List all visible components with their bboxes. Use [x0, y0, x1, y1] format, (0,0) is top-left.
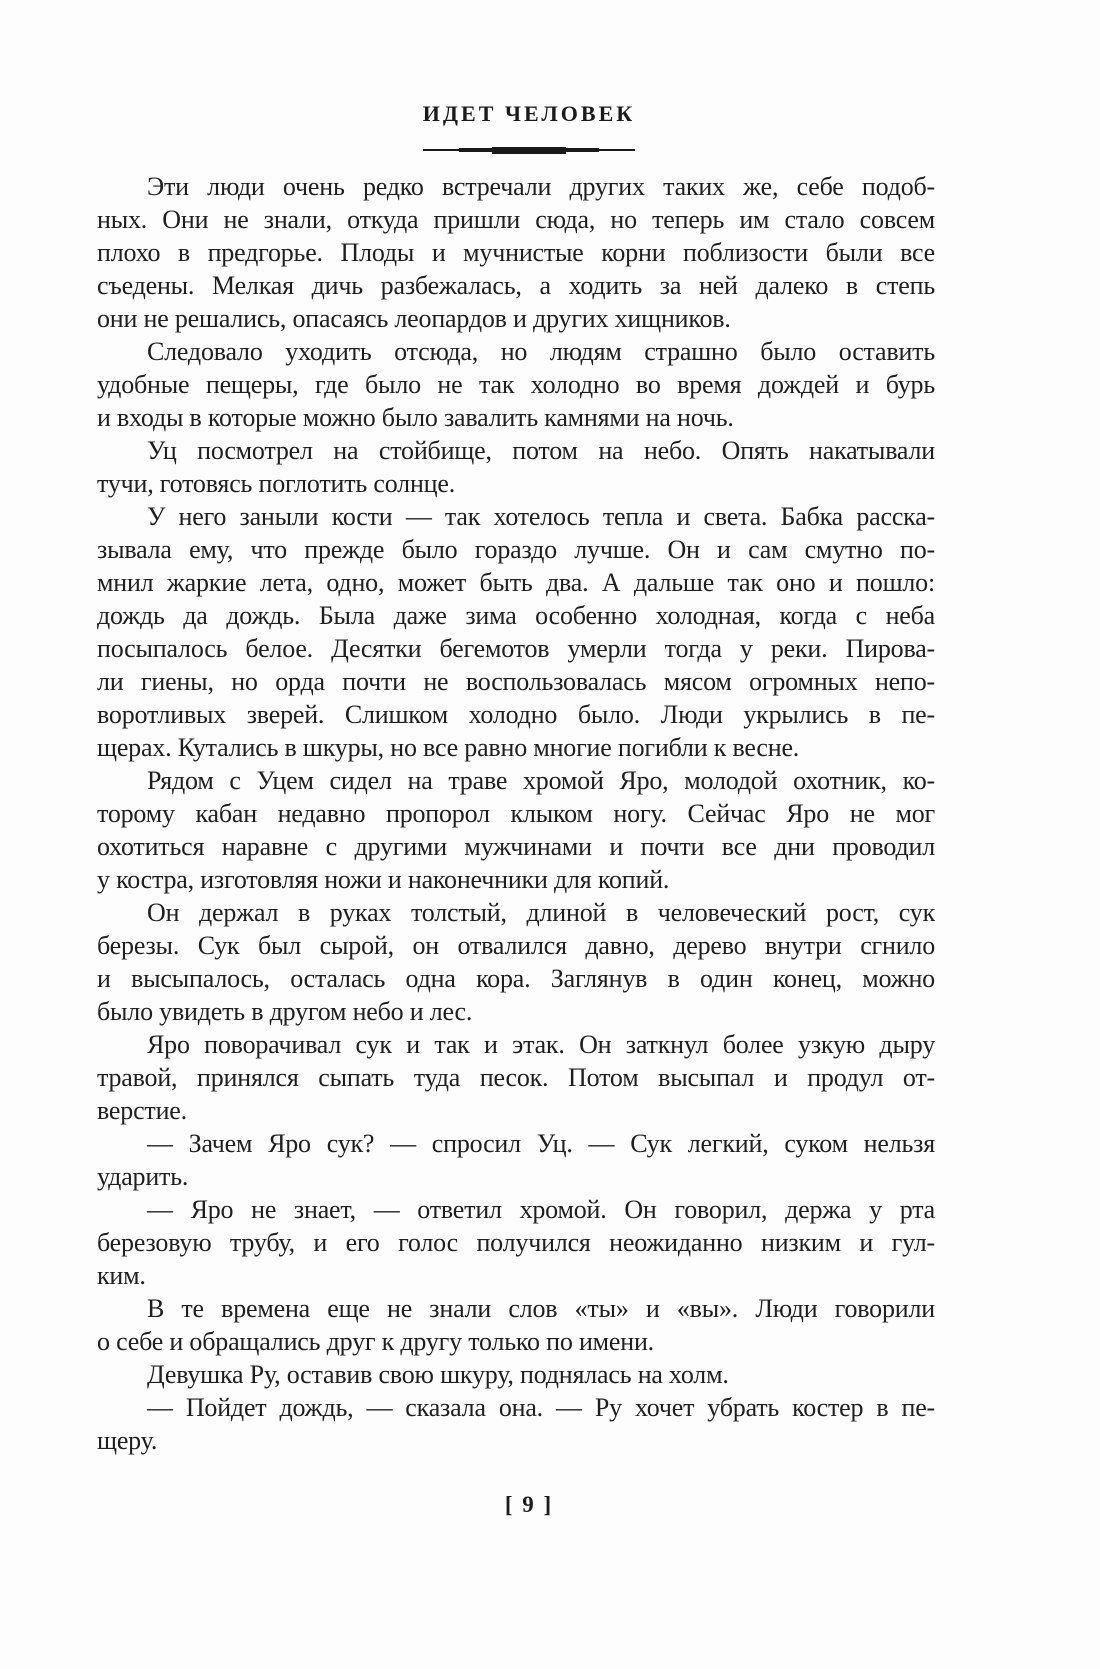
text-line: — Пойдет дождь, — сказала она. — Ру хочет убрать костер в пе- — [147, 1393, 935, 1422]
paragraph — [97, 500, 935, 764]
paragraph — [97, 1193, 935, 1292]
paragraph — [97, 335, 935, 434]
paragraph — [97, 1391, 935, 1457]
divider-segment — [423, 149, 459, 151]
text-line: щеру. — [97, 1426, 158, 1455]
text-line: Эти люди очень редко встречали других таких же, себе подоб- — [147, 172, 935, 201]
paragraph — [97, 896, 935, 1028]
paragraph — [97, 434, 935, 500]
text-line: у костра, изготовляя ножи и наконечники для копий. — [97, 865, 670, 894]
text-line: березовую трубу, и его голос получился неожиданно низким и гул- — [97, 1228, 935, 1257]
text-line: Рядом с Уцем сидел на траве хромой Яро, молодой охотник, ко- — [147, 766, 935, 795]
text-line: Следовало уходить отсюда, но людям страшно было оставить — [147, 337, 935, 366]
text-line: ли гиены, но орда почти не воспользовалась мясом огромных непо- — [97, 667, 935, 696]
text-line: торому кабан недавно пропорол клыком ногу. Сейчас Яро не мог — [97, 799, 935, 828]
text-line: плохо в предгорье. Плоды и мучнистые корни поблизости были все — [97, 238, 935, 267]
text-line: мнил жаркие лета, одно, может быть два. А дальше так оно и пошло: — [97, 568, 935, 597]
text-line: съедены. Мелкая дичь разбежалась, а ходить за ней далеко в степь — [97, 271, 935, 300]
text-line: ударить. — [97, 1162, 189, 1191]
text-line: удобные пещеры, где было не так холодно во время дождей и бурь — [97, 370, 935, 399]
text-line: березы. Сук был сырой, он отвалился давно, дерево внутри сгнило — [97, 931, 935, 960]
divider-segment — [599, 149, 635, 151]
text-line: зывала ему, что прежде было гораздо лучше. Он и сам смутно по- — [97, 535, 935, 564]
text-line: Уц посмотрел на стойбище, потом на небо. Опять накатывали — [147, 436, 935, 465]
paragraph — [97, 170, 935, 335]
divider-segment — [459, 148, 492, 152]
text-line: Он держал в руках толстый, длиной в человеческий рост, сук — [147, 898, 935, 927]
text-line: было увидеть в другом небо и лес. — [97, 997, 473, 1026]
text-line: о себе и обращались друг к другу только по имени. — [97, 1327, 654, 1356]
paragraph — [97, 1028, 935, 1127]
text-line: охотиться наравне с другими мужчинами и почти все дни проводил — [97, 832, 935, 861]
body-text — [97, 170, 935, 1457]
text-line: воротливых зверей. Слишком холодно было. Люди укрылись в пе- — [97, 700, 935, 729]
text-line: Яро поворачивал сук и так и этак. Он заткнул более узкую дыру — [147, 1030, 935, 1059]
text-line: ким. — [97, 1261, 146, 1290]
text-line: и высыпалось, осталась одна кора. Заглянув в один конец, можно — [97, 964, 935, 993]
divider-segment — [566, 148, 599, 152]
paragraph — [97, 1127, 935, 1193]
text-line: травой, принялся сыпать туда песок. Потом высыпал и продул от- — [97, 1063, 935, 1092]
text-line: посыпалось белое. Десятки бегемотов умерли тогда у реки. Пирова- — [97, 634, 935, 663]
text-line: щерах. Кутались в шкуры, но все равно многие погибли к весне. — [97, 733, 800, 762]
text-line: дождь да дождь. Была даже зима особенно холодная, когда с неба — [97, 601, 935, 630]
text-line: У него заныли кости — так хотелось тепла и света. Бабка расска- — [147, 502, 935, 531]
text-line: В те времена еще не знали слов «ты» и «вы». Люди говорили — [147, 1294, 935, 1323]
paragraph — [97, 1292, 935, 1358]
section-divider — [110, 144, 948, 156]
text-line: — Зачем Яро сук? — спросил Уц. — Сук легкий, суком нельзя — [147, 1129, 935, 1158]
paragraph — [97, 1358, 935, 1391]
text-line: ных. Они не знали, откуда пришли сюда, но теперь им стало совсем — [97, 205, 935, 234]
text-line: и входы в которые можно было завалить камнями на ночь. — [97, 403, 734, 432]
running-header-title: ИДЕТ ЧЕЛОВЕК — [422, 101, 636, 126]
text-line: они не решались, опасаясь леопардов и других хищников. — [97, 304, 731, 333]
page-number: [ 9 ] — [504, 1492, 554, 1517]
paragraph — [97, 764, 935, 896]
text-line: — Яро не знает, — ответил хромой. Он говорил, держа у рта — [147, 1195, 935, 1224]
divider-segment — [492, 147, 566, 154]
text-line: Девушка Ру, оставив свою шкуру, поднялась на холм. — [147, 1360, 729, 1389]
text-line: тучи, готовясь поглотить солнце. — [97, 469, 456, 498]
text-line: верстие. — [97, 1096, 187, 1125]
